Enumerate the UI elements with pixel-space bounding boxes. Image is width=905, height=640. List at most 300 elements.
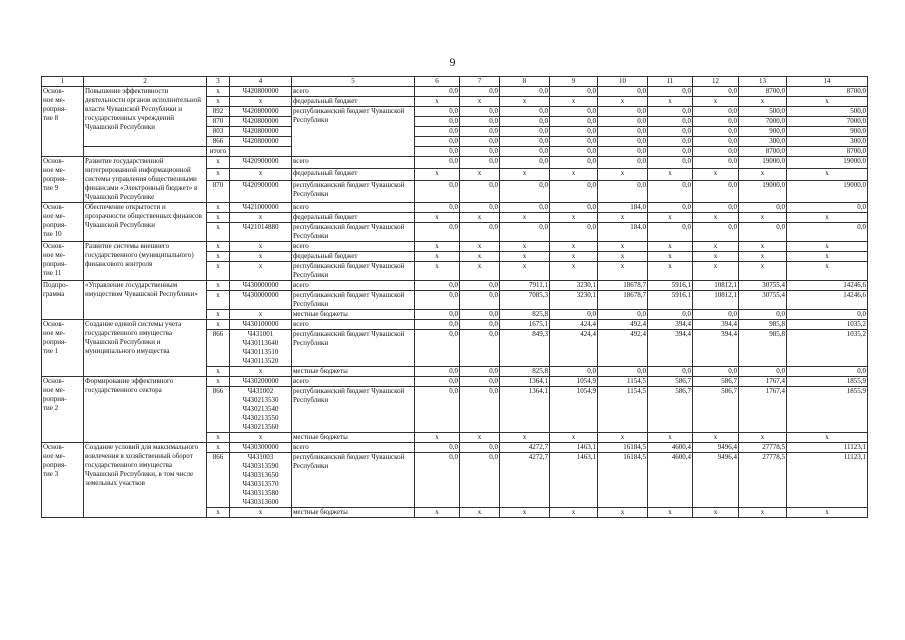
funding-source: федеральный бюджет xyxy=(292,213,415,223)
amount-cell: 0,0 xyxy=(460,147,500,157)
amount-cell: x xyxy=(598,97,648,107)
amount-cell: 0,0 xyxy=(500,137,550,147)
amount-cell: x xyxy=(500,213,550,223)
amount-cell: 0,0 xyxy=(550,310,598,320)
grbs-code: x xyxy=(207,223,230,242)
target-article-code: Ч430100000 xyxy=(230,320,292,330)
target-article-code: Ч430000000 xyxy=(230,281,292,291)
grbs-code: x xyxy=(207,367,230,377)
grbs-code: x xyxy=(207,281,230,291)
amount-cell: x xyxy=(693,262,739,281)
amount-cell: x xyxy=(739,213,787,223)
grbs-code: 870 xyxy=(207,117,230,127)
amount-cell: 184,0 xyxy=(598,223,648,242)
amount-cell: 7000,0 xyxy=(787,117,868,127)
amount-cell: 0,0 xyxy=(460,87,500,97)
measure-description: Создание условий для максимального вовлечения в хозяйственный оборот государственного имущества Чувашской Республики, в том числе земельных участков xyxy=(84,443,207,518)
amount-cell: 0,0 xyxy=(415,203,460,213)
target-article-code: Ч420800000 xyxy=(230,87,292,97)
amount-cell: 0,0 xyxy=(693,147,739,157)
table-row xyxy=(42,157,868,169)
amount-cell: 0,0 xyxy=(693,310,739,320)
amount-cell: 8700,0 xyxy=(787,87,868,97)
amount-cell: 1463,1 xyxy=(550,443,598,453)
amount-cell: 5916,1 xyxy=(648,291,693,310)
amount-cell: 16184,5 xyxy=(598,443,648,453)
amount-cell: 849,3 xyxy=(500,330,550,367)
amount-cell: 0,0 xyxy=(648,117,693,127)
amount-cell: x xyxy=(598,213,648,223)
amount-cell: x xyxy=(739,433,787,443)
amount-cell: 4272,7 xyxy=(500,453,550,508)
amount-cell: x xyxy=(598,262,648,281)
grbs-code: x xyxy=(207,213,230,223)
amount-cell: 10812,1 xyxy=(693,291,739,310)
measure-description: Обеспечение открытости и прозрачности общественных финансов Чувашской Республики xyxy=(84,203,207,242)
measure-label: Основ- ное ме- роприя- тие 1 xyxy=(42,320,84,377)
funding-source: всего xyxy=(292,87,415,97)
funding-source: всего xyxy=(292,320,415,330)
amount-cell: x xyxy=(787,433,868,443)
amount-cell: 0,0 xyxy=(500,127,550,137)
column-number: 10 xyxy=(598,77,648,87)
amount-cell: 0,0 xyxy=(500,117,550,127)
funding-source: республиканский бюджет Чувашской Республики xyxy=(292,291,415,310)
amount-cell: x xyxy=(787,242,868,252)
amount-cell: 0,0 xyxy=(787,203,868,213)
measure-description: Развитие государственной интегрированной информационной системы управления общественными финансами «Электронный бюджет» в Чувашской Республике xyxy=(84,157,207,203)
amount-cell: 10812,1 xyxy=(693,281,739,291)
amount-cell: 11123,1 xyxy=(787,453,868,508)
amount-cell: 0,0 xyxy=(460,117,500,127)
amount-cell: 0,0 xyxy=(460,310,500,320)
amount-cell: 18678,7 xyxy=(598,291,648,310)
amount-cell: x xyxy=(550,97,598,107)
amount-cell: 0,0 xyxy=(550,147,598,157)
amount-cell: 0,0 xyxy=(415,157,460,169)
amount-cell: 0,0 xyxy=(460,137,500,147)
amount-cell: 0,0 xyxy=(460,320,500,330)
amount-cell: 0,0 xyxy=(460,367,500,377)
amount-cell: 4272,7 xyxy=(500,443,550,453)
funding-source: республиканский бюджет Чувашской Республики xyxy=(292,223,415,242)
amount-cell: x xyxy=(500,242,550,252)
column-number: 13 xyxy=(739,77,787,87)
amount-cell: 0,0 xyxy=(598,157,648,169)
target-article-code: Ч431002 Ч430213530 Ч430213540 Ч430213550 Ч430213560 xyxy=(230,387,292,433)
grbs-code: x xyxy=(207,377,230,387)
amount-cell: 0,0 xyxy=(415,320,460,330)
amount-cell: x xyxy=(415,252,460,262)
amount-cell: 8700,0 xyxy=(787,147,868,157)
amount-cell: 0,0 xyxy=(648,180,693,202)
amount-cell: 0,0 xyxy=(550,137,598,147)
measure-description-empty xyxy=(84,147,207,157)
amount-cell: 1154,5 xyxy=(598,377,648,387)
page-number: 9 xyxy=(449,55,456,69)
amount-cell: x xyxy=(787,168,868,180)
target-article-code: x xyxy=(230,508,292,518)
amount-cell: 900,0 xyxy=(787,127,868,137)
column-number: 9 xyxy=(550,77,598,87)
amount-cell: 18678,7 xyxy=(598,281,648,291)
target-article-code: Ч421000000 xyxy=(230,203,292,213)
amount-cell: x xyxy=(739,168,787,180)
table-row xyxy=(42,203,868,213)
amount-cell: 0,0 xyxy=(415,377,460,387)
grbs-code: x xyxy=(207,291,230,310)
amount-cell: x xyxy=(598,168,648,180)
grbs-code: x xyxy=(207,443,230,453)
table-row xyxy=(42,147,868,157)
amount-cell: x xyxy=(787,252,868,262)
amount-cell: 0,0 xyxy=(460,157,500,169)
measure-description: Развитие системы внешнего государственного (муниципального) финансового контроля xyxy=(84,242,207,281)
amount-cell: x xyxy=(693,433,739,443)
target-article-code: Ч431003 Ч430313590 Ч430313650 Ч430313570 Ч430313580 Ч430313600 xyxy=(230,453,292,508)
amount-cell: 0,0 xyxy=(550,157,598,169)
amount-cell: 0,0 xyxy=(648,127,693,137)
table-row xyxy=(42,443,868,453)
table-row xyxy=(42,377,868,387)
amount-cell: x xyxy=(500,97,550,107)
amount-cell: 0,0 xyxy=(415,281,460,291)
amount-cell: 0,0 xyxy=(460,180,500,202)
amount-cell: 8700,0 xyxy=(739,87,787,97)
target-article-code: Ч430200000 xyxy=(230,377,292,387)
header-row xyxy=(42,77,868,87)
amount-cell: 1463,1 xyxy=(550,453,598,508)
amount-cell: 0,0 xyxy=(415,310,460,320)
amount-cell: x xyxy=(460,262,500,281)
amount-cell: 0,0 xyxy=(648,107,693,117)
funding-source: местные бюджеты xyxy=(292,433,415,443)
amount-cell: x xyxy=(460,433,500,443)
amount-cell: 586,7 xyxy=(648,387,693,433)
grbs-code: x xyxy=(207,87,230,97)
funding-source: республиканский бюджет Чувашской Республики xyxy=(292,387,415,433)
amount-cell: 0,0 xyxy=(500,157,550,169)
amount-cell: 14246,6 xyxy=(787,291,868,310)
measure-label: Основ- ное ме- роприя- тие 10 xyxy=(42,203,84,242)
funding-source: республиканский бюджет Чувашской Республики xyxy=(292,330,415,367)
amount-cell: 19000,0 xyxy=(787,180,868,202)
amount-cell: x xyxy=(598,242,648,252)
grbs-code: 866 xyxy=(207,453,230,508)
amount-cell: 0,0 xyxy=(460,291,500,310)
grbs-code: 870 xyxy=(207,180,230,202)
amount-cell: 0,0 xyxy=(550,180,598,202)
amount-cell: 586,7 xyxy=(693,377,739,387)
amount-cell: 0,0 xyxy=(598,180,648,202)
target-article-code: x xyxy=(230,310,292,320)
amount-cell: 0,0 xyxy=(598,107,648,117)
amount-cell: 1364,1 xyxy=(500,387,550,433)
amount-cell: 0,0 xyxy=(598,117,648,127)
amount-cell: 492,4 xyxy=(598,330,648,367)
amount-cell: 0,0 xyxy=(415,117,460,127)
amount-cell: x xyxy=(787,262,868,281)
amount-cell: x xyxy=(598,508,648,518)
amount-cell: x xyxy=(739,508,787,518)
amount-cell: 0,0 xyxy=(415,107,460,117)
amount-cell: 0,0 xyxy=(415,127,460,137)
amount-cell: 19000,0 xyxy=(739,180,787,202)
amount-cell: 9496,4 xyxy=(693,453,739,508)
amount-cell: 0,0 xyxy=(693,127,739,137)
amount-cell: 0,0 xyxy=(598,127,648,137)
amount-cell: 11123,1 xyxy=(787,443,868,453)
amount-cell: 394,4 xyxy=(648,320,693,330)
amount-cell: 0,0 xyxy=(739,223,787,242)
amount-cell: 0,0 xyxy=(739,367,787,377)
amount-cell: 0,0 xyxy=(787,223,868,242)
amount-cell: 0,0 xyxy=(550,117,598,127)
amount-cell: 0,0 xyxy=(415,137,460,147)
amount-cell: x xyxy=(598,433,648,443)
amount-cell: 0,0 xyxy=(550,107,598,117)
amount-cell: 0,0 xyxy=(648,310,693,320)
target-article-code: Ч420800000 xyxy=(230,117,292,127)
measure-label: Основ- ное ме- роприя- тие 9 xyxy=(42,157,84,203)
amount-cell: 0,0 xyxy=(460,203,500,213)
amount-cell: x xyxy=(500,168,550,180)
target-article-code: x xyxy=(230,97,292,107)
amount-cell: 0,0 xyxy=(550,127,598,137)
amount-cell: 0,0 xyxy=(693,367,739,377)
amount-cell: x xyxy=(787,213,868,223)
grbs-code: 866 xyxy=(207,137,230,147)
budget-table xyxy=(41,76,868,518)
amount-cell: 0,0 xyxy=(648,223,693,242)
funding-source: федеральный бюджет xyxy=(292,168,415,180)
grbs-code: x xyxy=(207,242,230,252)
amount-cell: 0,0 xyxy=(739,203,787,213)
amount-cell: 1054,9 xyxy=(550,387,598,433)
amount-cell: 900,0 xyxy=(739,127,787,137)
column-number: 3 xyxy=(207,77,230,87)
amount-cell: x xyxy=(693,508,739,518)
amount-cell: x xyxy=(460,168,500,180)
amount-cell: 0,0 xyxy=(415,387,460,433)
column-number: 2 xyxy=(84,77,207,87)
amount-cell: 0,0 xyxy=(460,330,500,367)
amount-cell: 394,4 xyxy=(693,320,739,330)
amount-cell: 7911,1 xyxy=(500,281,550,291)
measure-description: Создание единой системы учета государственного имущества Чувашской Республики и муниципального имущества xyxy=(84,320,207,377)
amount-cell: 7000,0 xyxy=(739,117,787,127)
amount-cell: 424,4 xyxy=(550,330,598,367)
amount-cell: 7085,3 xyxy=(500,291,550,310)
amount-cell: x xyxy=(460,213,500,223)
amount-cell: x xyxy=(415,508,460,518)
amount-cell: 1675,1 xyxy=(500,320,550,330)
target-article-code: x xyxy=(230,242,292,252)
amount-cell: 0,0 xyxy=(648,147,693,157)
measure-label: Основ- ное ме- роприя- тие 2 xyxy=(42,377,84,443)
amount-cell: 30755,4 xyxy=(739,281,787,291)
amount-cell: 0,0 xyxy=(460,377,500,387)
amount-cell: 0,0 xyxy=(648,87,693,97)
amount-cell: x xyxy=(415,242,460,252)
amount-cell: 492,4 xyxy=(598,320,648,330)
amount-cell: 8700,0 xyxy=(739,147,787,157)
funding-source: всего xyxy=(292,157,415,169)
amount-cell: x xyxy=(648,97,693,107)
amount-cell: 0,0 xyxy=(460,281,500,291)
funding-source: республиканский бюджет Чувашской Республики xyxy=(292,180,415,202)
amount-cell: 0,0 xyxy=(739,310,787,320)
amount-cell: 0,0 xyxy=(415,180,460,202)
amount-cell: 825,8 xyxy=(500,367,550,377)
amount-cell: 0,0 xyxy=(550,87,598,97)
amount-cell: x xyxy=(739,242,787,252)
grbs-code: 866 xyxy=(207,387,230,433)
amount-cell: 825,8 xyxy=(500,310,550,320)
funding-source: местные бюджеты xyxy=(292,367,415,377)
amount-cell: 0,0 xyxy=(500,223,550,242)
grbs-code: x xyxy=(207,252,230,262)
amount-cell: x xyxy=(550,168,598,180)
amount-cell: x xyxy=(460,252,500,262)
amount-cell: x xyxy=(460,242,500,252)
amount-cell: x xyxy=(415,168,460,180)
amount-cell: 0,0 xyxy=(787,310,868,320)
amount-cell: 0,0 xyxy=(693,157,739,169)
target-article-code: x xyxy=(230,252,292,262)
funding-source: республиканский бюджет Чувашской Республики xyxy=(292,262,415,281)
amount-cell: x xyxy=(739,252,787,262)
amount-cell: x xyxy=(500,252,550,262)
amount-cell: 394,4 xyxy=(648,330,693,367)
amount-cell: 3230,1 xyxy=(550,291,598,310)
amount-cell: x xyxy=(693,97,739,107)
grbs-code: x xyxy=(207,97,230,107)
target-article-code: Ч431001 Ч430113640 Ч430113510 Ч430113520 xyxy=(230,330,292,367)
grbs-code: x xyxy=(207,320,230,330)
amount-cell: x xyxy=(739,262,787,281)
target-article-code: Ч420900000 xyxy=(230,180,292,202)
measure-description: Формирование эффективного государственного сектора xyxy=(84,377,207,443)
amount-cell: 0,0 xyxy=(693,223,739,242)
amount-cell: 4600,4 xyxy=(648,443,693,453)
amount-cell: 9496,4 xyxy=(693,443,739,453)
amount-cell: 0,0 xyxy=(500,180,550,202)
amount-cell: 0,0 xyxy=(415,453,460,508)
funding-source: федеральный бюджет xyxy=(292,97,415,107)
amount-cell: x xyxy=(648,252,693,262)
amount-cell: 0,0 xyxy=(415,87,460,97)
amount-cell: 0,0 xyxy=(415,443,460,453)
amount-cell: 3230,1 xyxy=(550,281,598,291)
amount-cell: 30755,4 xyxy=(739,291,787,310)
amount-cell: 27778,5 xyxy=(739,453,787,508)
amount-cell: 27778,5 xyxy=(739,443,787,453)
measure-label: Подпро- грамма xyxy=(42,281,84,320)
amount-cell: 1035,2 xyxy=(787,330,868,367)
amount-cell: x xyxy=(550,262,598,281)
column-number: 6 xyxy=(415,77,460,87)
amount-cell: 19000,0 xyxy=(739,157,787,169)
amount-cell: 0,0 xyxy=(415,330,460,367)
column-number: 4 xyxy=(230,77,292,87)
target-article-code: Ч430300000 xyxy=(230,443,292,453)
amount-cell: 0,0 xyxy=(598,310,648,320)
amount-cell: 0,0 xyxy=(693,117,739,127)
target-article-code: Ч420800000 xyxy=(230,107,292,117)
amount-cell: 1364,1 xyxy=(500,377,550,387)
column-number: 11 xyxy=(648,77,693,87)
amount-cell: 0,0 xyxy=(415,223,460,242)
grbs-code: x xyxy=(207,508,230,518)
amount-cell: x xyxy=(693,213,739,223)
target-article-code: x xyxy=(230,433,292,443)
target-article-code: Ч420800000 xyxy=(230,137,292,147)
amount-cell: 0,0 xyxy=(500,107,550,117)
target-article-code: Ч421014880 xyxy=(230,223,292,242)
target-article-code: x xyxy=(230,213,292,223)
amount-cell: x xyxy=(415,97,460,107)
grbs-code: x xyxy=(207,262,230,281)
amount-cell: x xyxy=(415,433,460,443)
grbs-code: 866 xyxy=(207,330,230,367)
amount-cell: x xyxy=(415,213,460,223)
amount-cell: 0,0 xyxy=(500,87,550,97)
amount-cell: 586,7 xyxy=(693,387,739,433)
amount-cell: x xyxy=(648,508,693,518)
amount-cell: 0,0 xyxy=(415,291,460,310)
amount-cell: 985,8 xyxy=(739,320,787,330)
amount-cell: 0,0 xyxy=(693,203,739,213)
measure-label: Основ- ное ме- роприя- тие 8 xyxy=(42,87,84,157)
amount-cell: x xyxy=(787,97,868,107)
amount-cell: 1035,2 xyxy=(787,320,868,330)
column-number: 14 xyxy=(787,77,868,87)
column-number: 8 xyxy=(500,77,550,87)
target-article-code: x xyxy=(230,367,292,377)
amount-cell: x xyxy=(693,252,739,262)
amount-cell: 0,0 xyxy=(415,367,460,377)
amount-cell: 500,0 xyxy=(739,107,787,117)
amount-cell: 0,0 xyxy=(460,453,500,508)
amount-cell: 0,0 xyxy=(693,87,739,97)
funding-source: местные бюджеты xyxy=(292,508,415,518)
amount-cell: 0,0 xyxy=(648,367,693,377)
table-row xyxy=(42,281,868,291)
amount-cell: 5916,1 xyxy=(648,281,693,291)
column-number: 12 xyxy=(693,77,739,87)
amount-cell: x xyxy=(598,252,648,262)
column-number: 1 xyxy=(42,77,84,87)
amount-cell: 184,0 xyxy=(598,203,648,213)
amount-cell: 1767,4 xyxy=(739,387,787,433)
amount-cell: x xyxy=(787,508,868,518)
amount-cell: 0,0 xyxy=(693,107,739,117)
amount-cell: 0,0 xyxy=(550,203,598,213)
column-number: 7 xyxy=(460,77,500,87)
table-row xyxy=(42,242,868,252)
amount-cell: 300,0 xyxy=(787,137,868,147)
funding-source: местные бюджеты xyxy=(292,310,415,320)
amount-cell: x xyxy=(500,508,550,518)
grbs-code: x xyxy=(207,203,230,213)
amount-cell: x xyxy=(460,97,500,107)
amount-cell: 1855,9 xyxy=(787,387,868,433)
amount-cell: 300,0 xyxy=(739,137,787,147)
amount-cell: 0,0 xyxy=(500,203,550,213)
amount-cell: x xyxy=(550,508,598,518)
amount-cell: 0,0 xyxy=(500,147,550,157)
